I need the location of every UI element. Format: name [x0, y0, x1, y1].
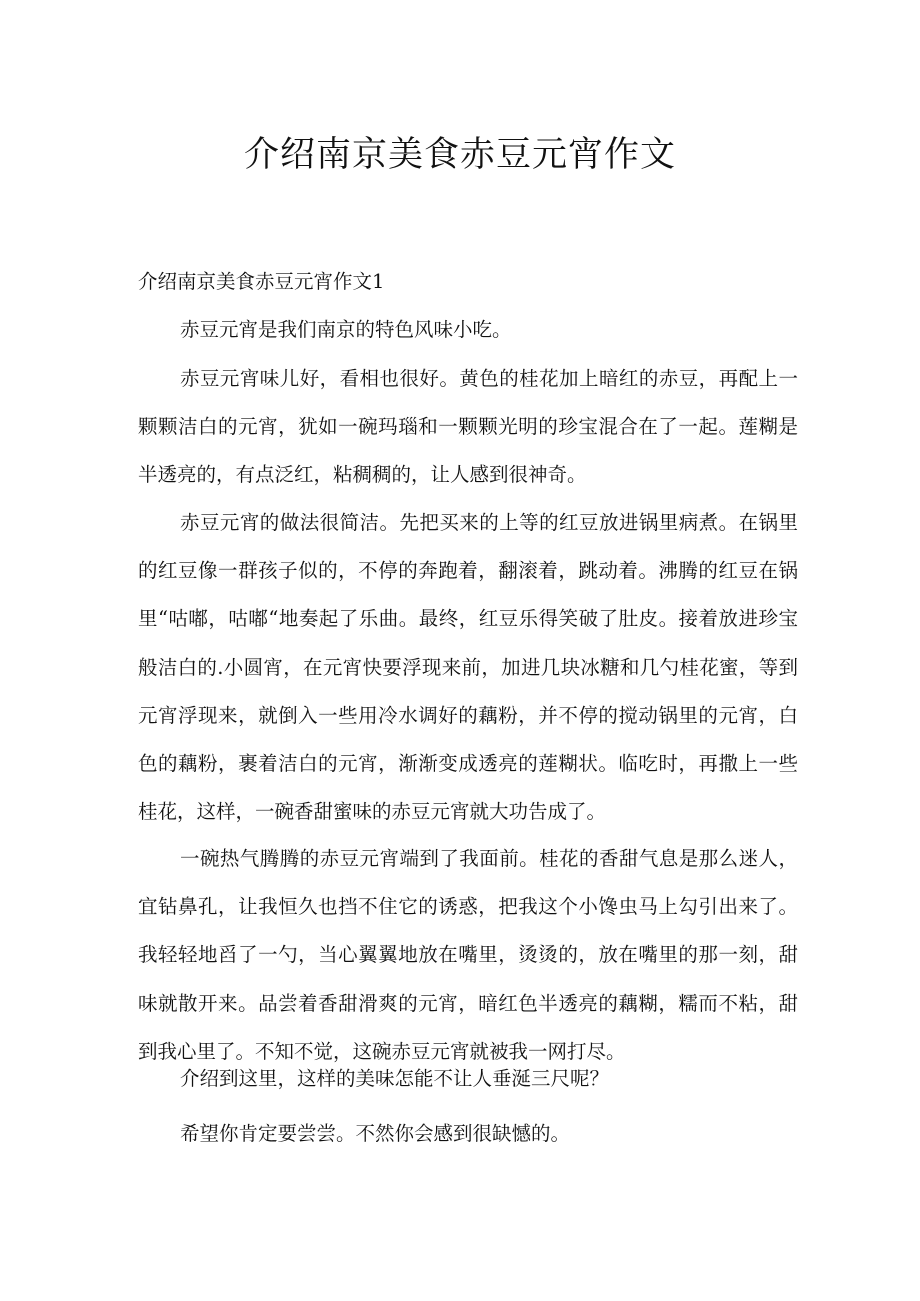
- paragraph-5: 介绍到这里，这样的美味怎能不让人垂涎三尺呢？: [180, 1067, 610, 1090]
- paragraph-3: 赤豆元宵的做法很简洁。先把买来的上等的红豆放进锅里病煮。在锅里的红豆像一群孩子似的，不停的奔跑着，翻滚着，跳动着。沸腾的红豆在锅里“咕嘟，咕嘟“地奏起了乐曲。最终，红豆乐得笑破了肚皮。接着放进珍宝般洁白的.小圆宵，在元宵快要浮现来前，加进几块冰糖和几勺桂花蜜，等到元宵浮现来，就倒入一些用冷水调好的藕粉，并不停的搅动锅里的元宵，白色的藕粉，裹着洁白的元宵，渐渐变成透亮的莲糊状。临吃时，再撒上一些桂花，这样，一碗香甜蜜味的赤豆元宵就大功告成了。: [138, 511, 798, 824]
- essay-subtitle: 介绍南京美食赤豆元宵作文1: [138, 270, 385, 293]
- page-title: 介绍南京美食赤豆元宵作文: [243, 135, 676, 175]
- paragraph-6: 希望你肯定要尝尝。不然你会感到很缺憾的。: [180, 1122, 571, 1145]
- paragraph-4: 一碗热气腾腾的赤豆元宵端到了我面前。桂花的香甜气息是那么迷人，宜钻鼻孔，让我恒久也挡不住它的诱惑，把我这个小馋虫马上勾引出来了。我轻轻地舀了一勺，当心翼翼地放在嘴里，烫烫的，放在嘴里的那一刻，甜味就散开来。品尝着香甜滑爽的元宵，暗红色半透亮的藕糊，糯而不粘，甜到我心里了。不知不觉，这碗赤豆元宵就被我一网打尽。: [138, 847, 798, 1063]
- paragraph-2: 赤豆元宵味儿好，看相也很好。黄色的桂花加上暗红的赤豆，再配上一颗颗洁白的元宵，犹如一碗玛瑙和一颗颗光明的珍宝混合在了一起。莲糊是半透亮的，有点泛红，粘稠稠的，让人感到很神奇。: [138, 367, 798, 487]
- paragraph-1: 赤豆元宵是我们南京的特色风味小吃。: [180, 318, 512, 341]
